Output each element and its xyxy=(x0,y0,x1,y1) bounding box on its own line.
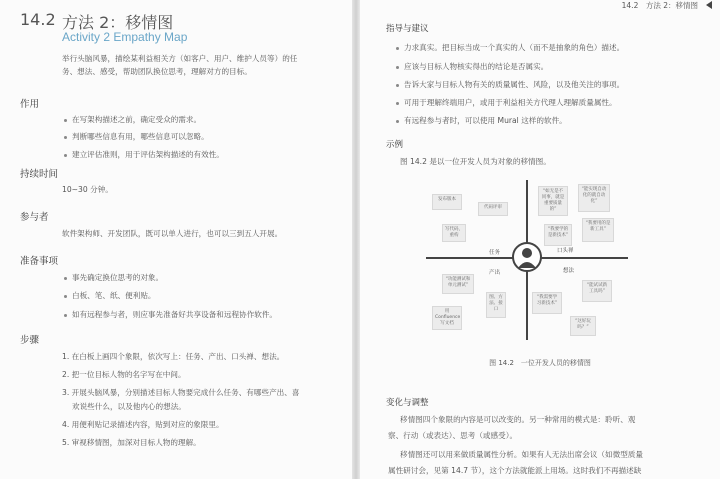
step-3-cont: 欢说些什么，以及他内心的想法。 xyxy=(72,402,186,411)
sticky-note: “如无是不同事，就是重要质量的” xyxy=(538,186,568,216)
step-4: 4. 用便利贴记录描述内容，贴到对应的象限里。 xyxy=(62,420,224,429)
step-5: 5. 审视移情图，加深对目标人物的理解。 xyxy=(62,438,201,447)
bullet-icon xyxy=(64,119,67,122)
sticky-note: 写代码，重构 xyxy=(442,224,466,242)
sticky-note: 代码评审 xyxy=(478,202,508,216)
heading-steps: 步骤 xyxy=(20,335,40,346)
running-head: 14.2 方法 2：移情图 xyxy=(621,1,698,10)
figure-caption: 图 14.2 一位开发人员的移情图 xyxy=(489,359,591,367)
bullet-icon xyxy=(396,66,399,69)
empathy-map-diagram xyxy=(426,180,628,340)
intro-line-1: 举行头脑风暴，描绘某利益相关方（如客户、用户、维护人员等）的任 xyxy=(62,54,298,63)
sticky-note: “能试试新工具吗” xyxy=(582,280,612,302)
variation-line-4: 属性研讨会，见第 14.7 节），这个方法就能派上用场。这时我们不再描述缺 xyxy=(388,466,642,475)
guidance-item-3: 告诉大家与目标人物有关的质量属性、风险，以及他关注的事项。 xyxy=(396,79,624,90)
sticky-note: “能实现自动化的就自动化” xyxy=(578,184,610,212)
use-item-2: 判断哪些信息有用，哪些信息可以忽略。 xyxy=(64,131,209,142)
person-icon xyxy=(514,244,540,270)
bullet-icon xyxy=(396,102,399,105)
example-text: 图 14.2 是以一位开发人员为对象的移情图。 xyxy=(400,157,551,166)
left-page xyxy=(0,0,352,479)
step-1: 1. 在白板上画四个象限，依次写上：任务、产出、口头禅、想法。 xyxy=(62,352,285,361)
intro-line-2: 务、想法、感受，帮助团队换位思考，理解对方的目标。 xyxy=(62,67,252,76)
duration-text: 10~30 分钟。 xyxy=(62,185,113,194)
quadrant-label-output: 产出 xyxy=(489,270,501,276)
variation-line-2: 察、行动（或表达）、思考（或感受）。 xyxy=(388,431,518,440)
heading-guidance: 指导与建议 xyxy=(386,24,429,34)
heading-prep: 准备事项 xyxy=(20,256,59,267)
prep-item-2: 白板、笔、纸、便利贴。 xyxy=(64,290,156,301)
sticky-note: “我需要学习新技术” xyxy=(532,292,562,314)
use-item-1: 在写架构描述之前，确定受众的需求。 xyxy=(64,114,201,125)
quadrant-label-mantra: 口头禅 xyxy=(557,248,574,254)
bullet-icon xyxy=(64,136,67,139)
prep-item-3: 如有远程参与者，则应事先准备好共享设备和远程协作软件。 xyxy=(64,309,277,320)
step-2: 2. 把一位目标人物的名字写在中间。 xyxy=(62,370,186,379)
bullet-icon xyxy=(64,277,67,280)
variation-line-3: 移情图还可以用来做质量属性分析。如果有人无法出席会议（如微型质量 xyxy=(400,450,643,459)
quadrant-label-task: 任务 xyxy=(489,250,501,256)
prep-item-1: 事先确定换位思考的对象。 xyxy=(64,272,163,283)
sticky-note: 图、方法、接口 xyxy=(486,292,506,318)
bullet-icon xyxy=(396,120,399,123)
guidance-item-5: 有远程参与者时，可以使用 Mural 这样的软件。 xyxy=(396,115,567,126)
heading-use: 作用 xyxy=(20,99,40,110)
heading-participants: 参与者 xyxy=(20,212,49,223)
heading-duration: 持续时间 xyxy=(20,169,59,180)
use-item-3: 建立评估准则，用于评估架构描述的有效性。 xyxy=(64,149,224,160)
guidance-item-2: 应该与目标人物核实得出的结论是否属实。 xyxy=(396,61,548,72)
participants-text: 软件架构师、开发团队，既可以单人进行，也可以三到五人开展。 xyxy=(62,229,283,238)
step-3: 3. 开展头脑风暴，分别描述目标人物要完成什么任务、有哪些产出、喜 xyxy=(62,388,300,397)
sticky-note: “我要学的是新技术” xyxy=(544,224,572,246)
bullet-icon xyxy=(64,295,67,298)
page-marker-icon xyxy=(706,1,712,9)
book-gutter xyxy=(352,0,360,479)
sticky-note: 发布版本 xyxy=(432,194,462,210)
variation-line-1: 移情图四个象限的内容是可以改变的。另一种常用的模式是：聆听、观 xyxy=(400,415,636,424)
sticky-note: “这好玩吗？” xyxy=(570,316,596,336)
chapter-number: 14.2 xyxy=(20,10,56,29)
developer-avatar-icon xyxy=(512,242,542,272)
sticky-note: “功能测试和单元测试” xyxy=(442,274,474,294)
guidance-item-1: 力求真实。把目标当成一个真实的人（而不是抽象的角色）描述。 xyxy=(396,42,624,53)
guidance-item-4: 可用于理解终端用户，或用于利益相关方代理人理解质量属性。 xyxy=(396,97,617,108)
bullet-icon xyxy=(396,84,399,87)
chapter-subtitle: Activity 2 Empathy Map xyxy=(62,30,188,44)
quadrant-label-thought: 想法 xyxy=(563,268,575,274)
chapter-title: 方法 2：移情图 xyxy=(62,13,174,32)
heading-variation: 变化与调整 xyxy=(386,398,429,408)
sticky-note: “我要用的是新工具” xyxy=(582,218,614,242)
bullet-icon xyxy=(64,314,67,317)
bullet-icon xyxy=(64,154,67,157)
sticky-note: 用 Confluence 写文档 xyxy=(432,306,462,330)
bullet-icon xyxy=(396,47,399,50)
heading-example: 示例 xyxy=(386,140,404,150)
